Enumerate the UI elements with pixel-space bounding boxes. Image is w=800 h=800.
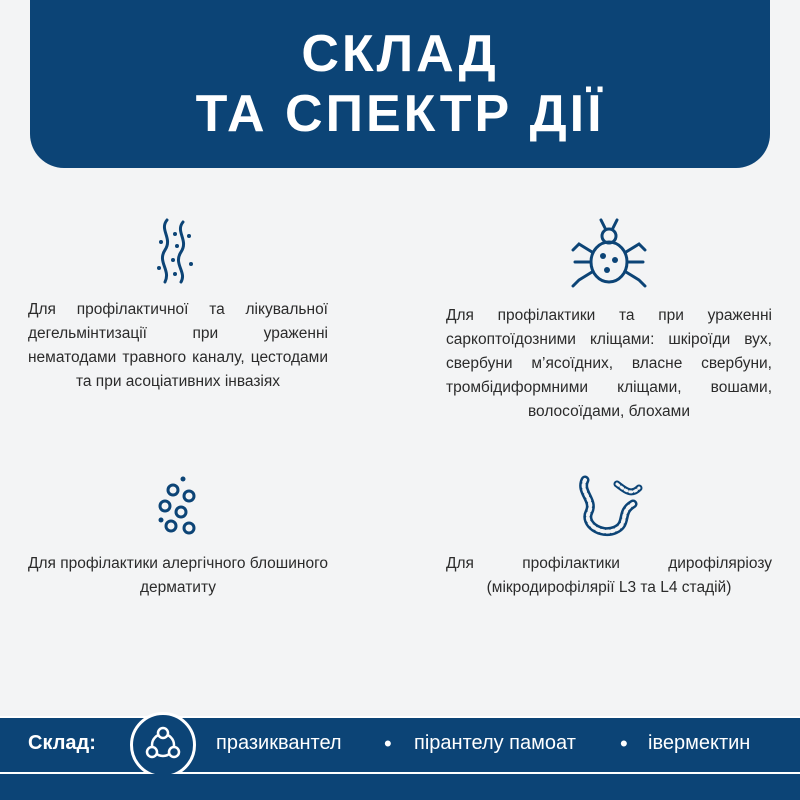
ingredient-2: пірантелу памоат [414, 732, 576, 754]
title-banner [30, 0, 770, 168]
helminth-icon [153, 216, 203, 286]
composition-icon [143, 725, 183, 765]
card-text: Для профілактичної та лікувальної дегельмінтизації при ураженні нематодами травного каналу, цестодами та при асоціативних інвазіях [28, 301, 328, 390]
card-text: Для профілактики та при ураженні саркоптоїдозними кліщами: шкіроїди вух, свербуни м’ясоїдних, власне свербуни, тромбідиформними кліщами, вошами, волосоїдами, блохами [446, 307, 772, 420]
title-line-1: СКЛАД [301, 25, 499, 83]
card-mites [446, 216, 772, 424]
composition-bar [0, 716, 800, 774]
card-flea-dermatitis [28, 474, 328, 600]
flea-eggs-icon [153, 474, 203, 540]
separator: • [620, 731, 628, 756]
ingredient-3: івермектин [648, 732, 751, 754]
composition-label: Склад: [28, 732, 96, 754]
card-helminths [28, 216, 328, 394]
separator: • [384, 731, 392, 756]
card-text: Для профілактики дирофіляріозу (мікродирофілярії L3 та L4 стадій) [446, 555, 772, 596]
mite-icon [569, 216, 649, 292]
ingredient-1: празиквантел [216, 732, 342, 754]
card-dirofilariasis [446, 474, 772, 600]
footer-bottom-band [0, 774, 800, 800]
heartworm-icon [571, 474, 647, 540]
card-text: Для профілактики алергічного блошиного дерматиту [28, 555, 328, 596]
title-line-2: ТА СПЕКТР ДІЇ [195, 85, 605, 143]
composition-badge [130, 712, 196, 778]
